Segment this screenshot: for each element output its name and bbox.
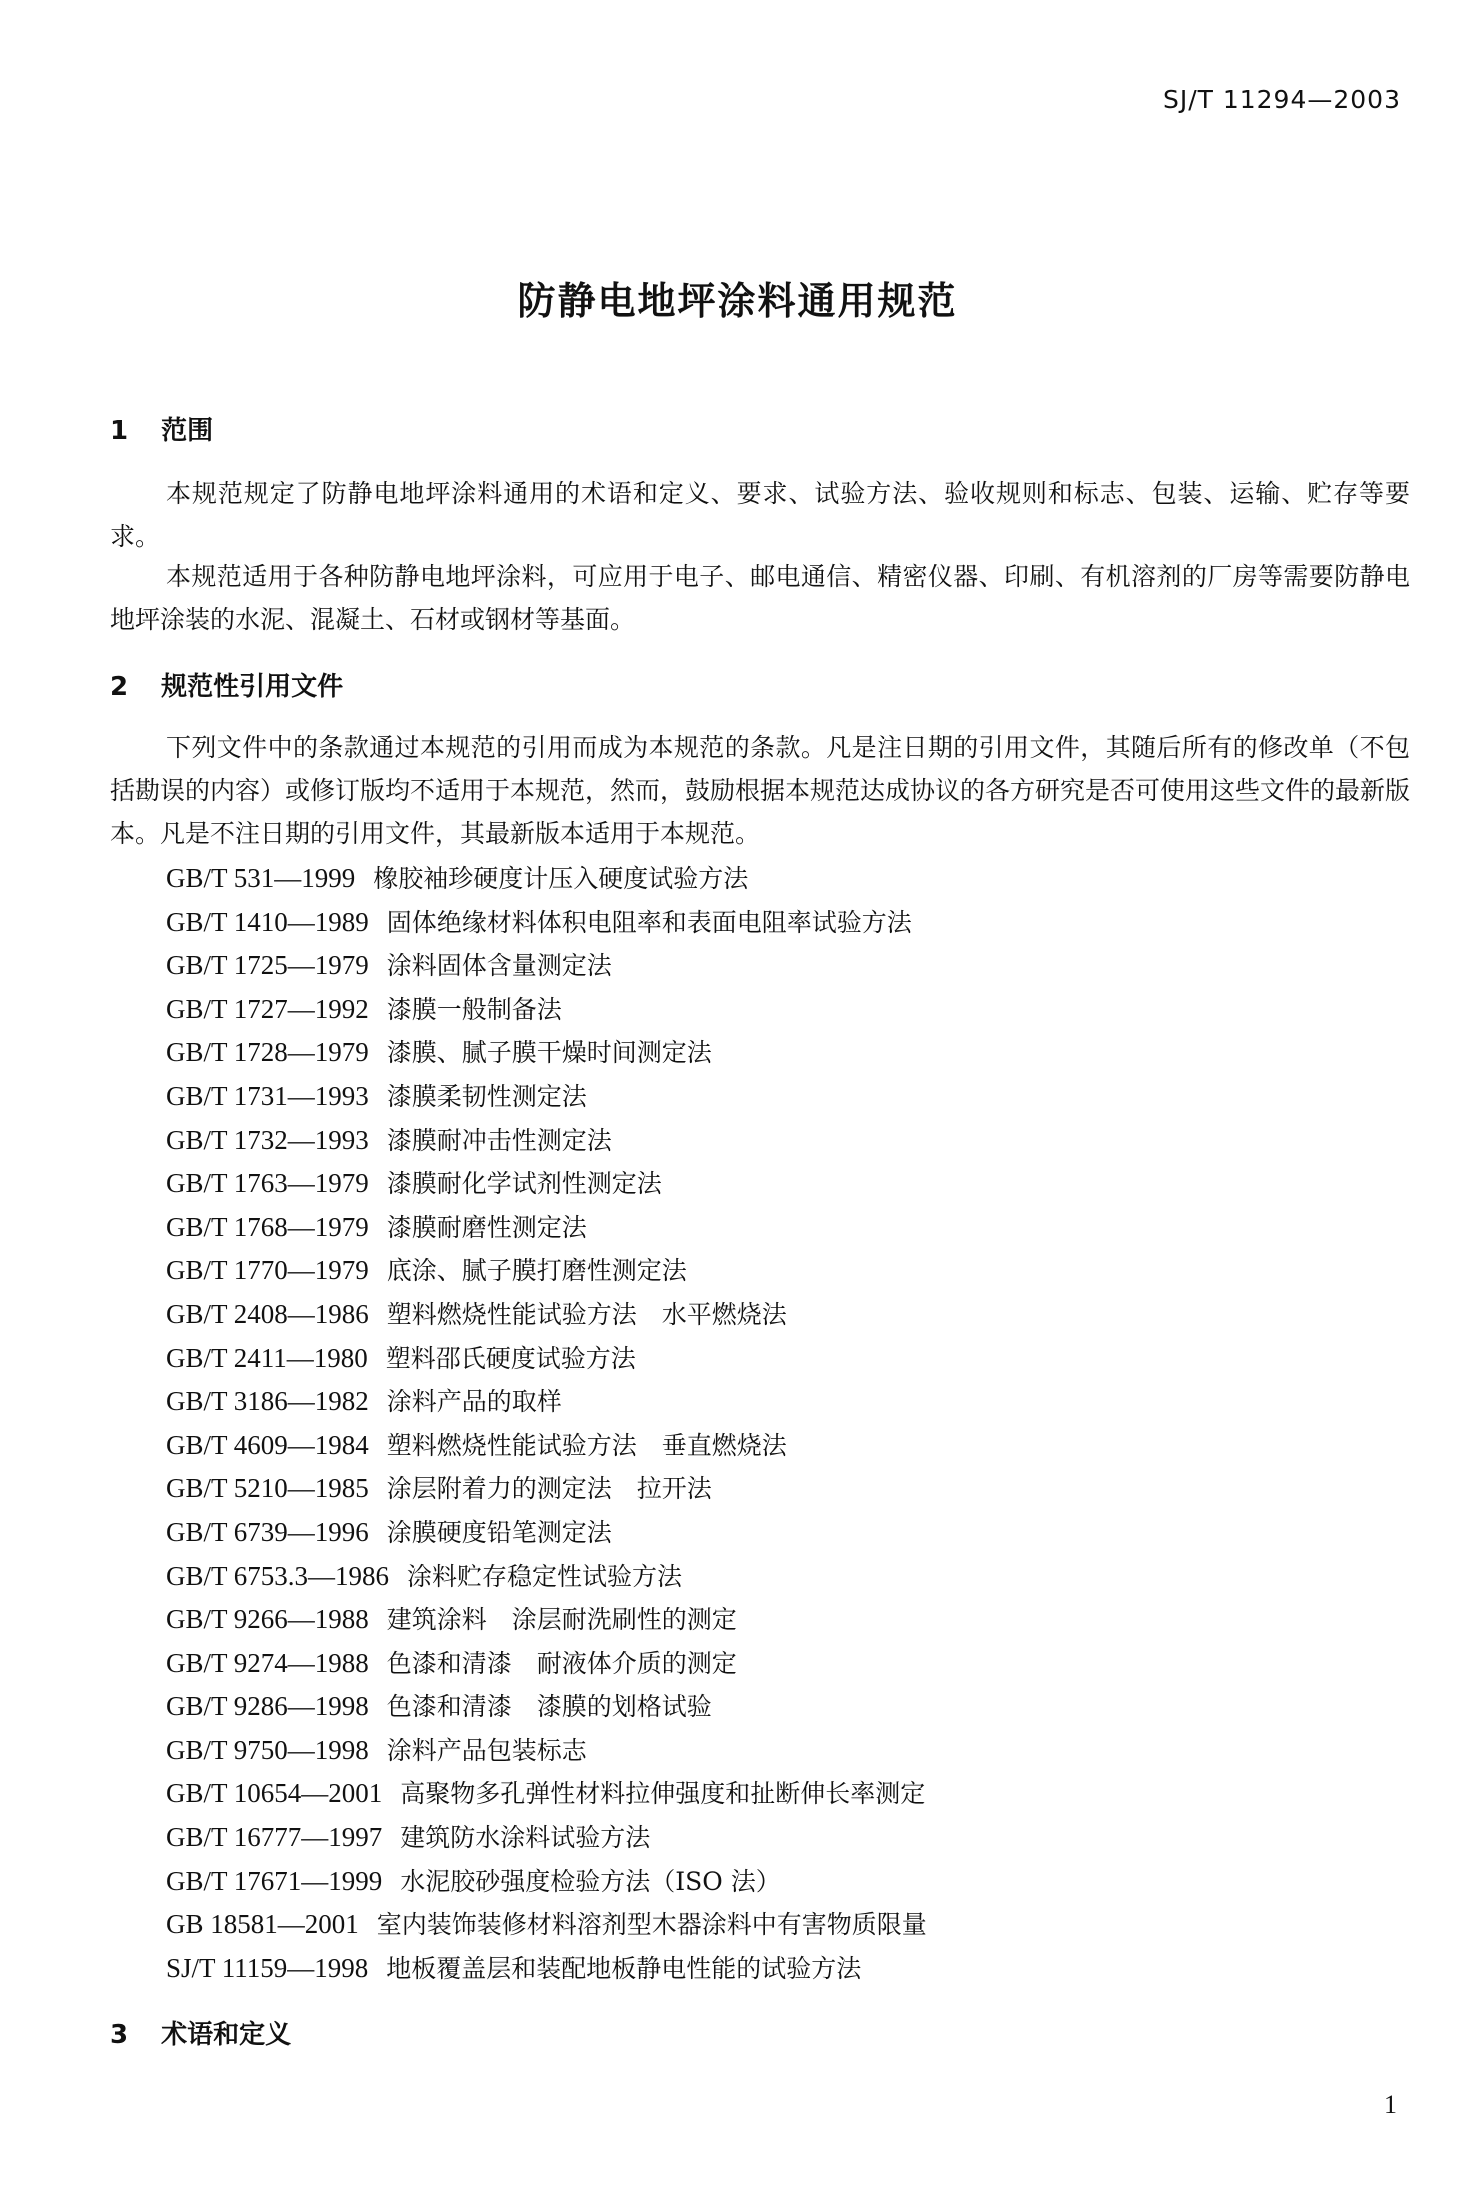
reference-title: 塑料燃烧性能试验方法 垂直燃烧法	[386, 1430, 787, 1460]
reference-code: GB/T 2411—1980	[166, 1342, 368, 1373]
reference-item	[166, 1642, 927, 1686]
reference-title: 涂料产品的取样	[386, 1387, 562, 1417]
page-number: 1	[1384, 2090, 1397, 2119]
reference-item	[166, 1467, 927, 1511]
reference-item	[166, 1337, 927, 1381]
section-number: 1	[110, 416, 129, 446]
reference-item	[166, 1860, 927, 1904]
reference-title: 漆膜、腻子膜干燥时间测定法	[386, 1038, 712, 1068]
reference-code: GB/T 9750—1998	[166, 1734, 369, 1765]
reference-item	[166, 1293, 927, 1337]
document-title: 防静电地坪涂料通用规范	[517, 279, 958, 323]
reference-item	[166, 1031, 927, 1075]
reference-title: 橡胶袖珍硬度计压入硬度试验方法	[373, 864, 749, 893]
document-code: SJ/T 11294—2003	[1162, 85, 1401, 114]
reference-title: 塑料邵氏硬度试验方法	[385, 1343, 636, 1373]
reference-title: 漆膜一般制备法	[386, 994, 562, 1024]
reference-item	[166, 1206, 927, 1250]
reference-code: GB/T 9286—1998	[166, 1691, 369, 1722]
reference-title: 底涂、腻子膜打磨性测定法	[386, 1256, 687, 1286]
reference-code: GB/T 16777—1997	[166, 1822, 383, 1853]
reference-code: GB/T 2408—1986	[166, 1298, 369, 1329]
reference-title: 固体绝缘材料体积电阻率和表面电阻率试验方法	[386, 907, 912, 937]
section-3-heading	[110, 2014, 291, 2051]
reference-title: 漆膜柔韧性测定法	[386, 1081, 587, 1111]
reference-code: GB/T 531—1999	[166, 863, 356, 893]
reference-code: GB/T 9274—1988	[166, 1647, 369, 1678]
reference-code: GB/T 9266—1988	[166, 1604, 369, 1635]
reference-title: 涂料产品包装标志	[386, 1735, 587, 1765]
reference-code: GB/T 10654—2001	[166, 1778, 383, 1809]
reference-code: GB/T 6739—1996	[166, 1516, 369, 1547]
reference-item	[166, 1598, 927, 1642]
reference-code: GB/T 4609—1984	[166, 1429, 369, 1460]
reference-code: GB/T 1410—1989	[166, 906, 369, 937]
section-2-paragraph: 下列文件中的条款通过本规范的引用而成为本规范的条款。凡是注日期的引用文件，其随后所有的修改单（不包括勘误的内容）或修订版均不适用于本规范，然而，鼓励根据本规范达成协议的各方研究是否可使用这些文件的最新版本。凡是不注日期的引用文件，其最新版本适用于本规范。	[110, 733, 1411, 848]
reference-title: 涂膜硬度铅笔测定法	[386, 1517, 612, 1547]
reference-title: 涂料贮存稳定性试验方法	[407, 1561, 683, 1591]
reference-title: 水泥胶砂强度检验方法（ISO 法）	[400, 1866, 781, 1896]
reference-code: GB/T 1725—1979	[166, 950, 369, 981]
reference-code: GB/T 1727—1992	[166, 993, 369, 1024]
reference-item	[166, 1424, 927, 1468]
reference-title: 塑料燃烧性能试验方法 水平燃烧法	[386, 1299, 787, 1329]
reference-item	[166, 1075, 927, 1119]
reference-item	[166, 1947, 927, 1991]
section-2-heading	[110, 666, 343, 703]
reference-code: GB/T 5210—1985	[166, 1473, 369, 1504]
reference-title: 涂料固体含量测定法	[386, 951, 612, 981]
reference-code: GB/T 1768—1979	[166, 1211, 369, 1242]
reference-item	[166, 1816, 927, 1860]
reference-item	[166, 1903, 927, 1947]
reference-code: GB/T 1731—1993	[166, 1080, 369, 1111]
reference-item	[166, 944, 927, 988]
reference-item	[166, 1249, 927, 1293]
reference-item	[166, 1685, 927, 1729]
section-1-paragraph: 本规范适用于各种防静电地坪涂料，可应用于电子、邮电通信、精密仪器、印刷、有机溶剂的厂房等需要防静电地坪涂装的水泥、混凝土、石材或钢材等基面。	[110, 562, 1410, 634]
section-number: 2	[110, 672, 129, 702]
reference-code: GB/T 1728—1979	[166, 1037, 369, 1068]
reference-code: GB 18581—2001	[166, 1909, 359, 1940]
section-title: 范围	[161, 416, 214, 446]
reference-item	[166, 1555, 927, 1599]
section-title: 术语和定义	[161, 2020, 292, 2050]
reference-list	[166, 857, 927, 1990]
reference-code: GB/T 1732—1993	[166, 1124, 369, 1155]
reference-item	[166, 1380, 927, 1424]
reference-title: 室内装饰装修材料溶剂型木器涂料中有害物质限量	[376, 1910, 927, 1940]
reference-title: 色漆和清漆 耐液体介质的测定	[386, 1648, 737, 1678]
reference-title: 涂层附着力的测定法 拉开法	[386, 1474, 712, 1504]
reference-title: 高聚物多孔弹性材料拉伸强度和扯断伸长率测定	[400, 1779, 926, 1809]
reference-item	[166, 1772, 927, 1816]
reference-code: GB/T 6753.3—1986	[166, 1560, 390, 1591]
reference-title: 漆膜耐冲击性测定法	[386, 1125, 612, 1155]
reference-item	[166, 1162, 927, 1206]
reference-code: GB/T 1763—1979	[166, 1168, 369, 1199]
reference-item	[166, 901, 927, 945]
reference-code: GB/T 3186—1982	[166, 1386, 369, 1417]
reference-title: 色漆和清漆 漆膜的划格试验	[386, 1692, 712, 1722]
reference-item	[166, 988, 927, 1032]
reference-title: 漆膜耐化学试剂性测定法	[386, 1169, 662, 1199]
reference-item	[166, 1511, 927, 1555]
section-1-paragraph: 本规范规定了防静电地坪涂料通用的术语和定义、要求、试验方法、验收规则和标志、包装、运输、贮存等要求。	[110, 479, 1410, 551]
section-1-heading	[110, 410, 213, 447]
reference-code: GB/T 17671—1999	[166, 1865, 383, 1896]
reference-title: 建筑防水涂料试验方法	[400, 1823, 651, 1853]
section-title: 规范性引用文件	[161, 672, 344, 702]
reference-title: 地板覆盖层和装配地板静电性能的试验方法	[386, 1953, 862, 1983]
reference-title: 建筑涂料 涂层耐洗刷性的测定	[386, 1605, 737, 1635]
reference-code: GB/T 1770—1979	[166, 1255, 369, 1286]
reference-item	[166, 1119, 927, 1163]
reference-title: 漆膜耐磨性测定法	[386, 1212, 587, 1242]
reference-item	[166, 857, 927, 901]
section-number: 3	[110, 2020, 129, 2050]
reference-item	[166, 1729, 927, 1773]
reference-code: SJ/T 11159—1998	[166, 1952, 369, 1983]
